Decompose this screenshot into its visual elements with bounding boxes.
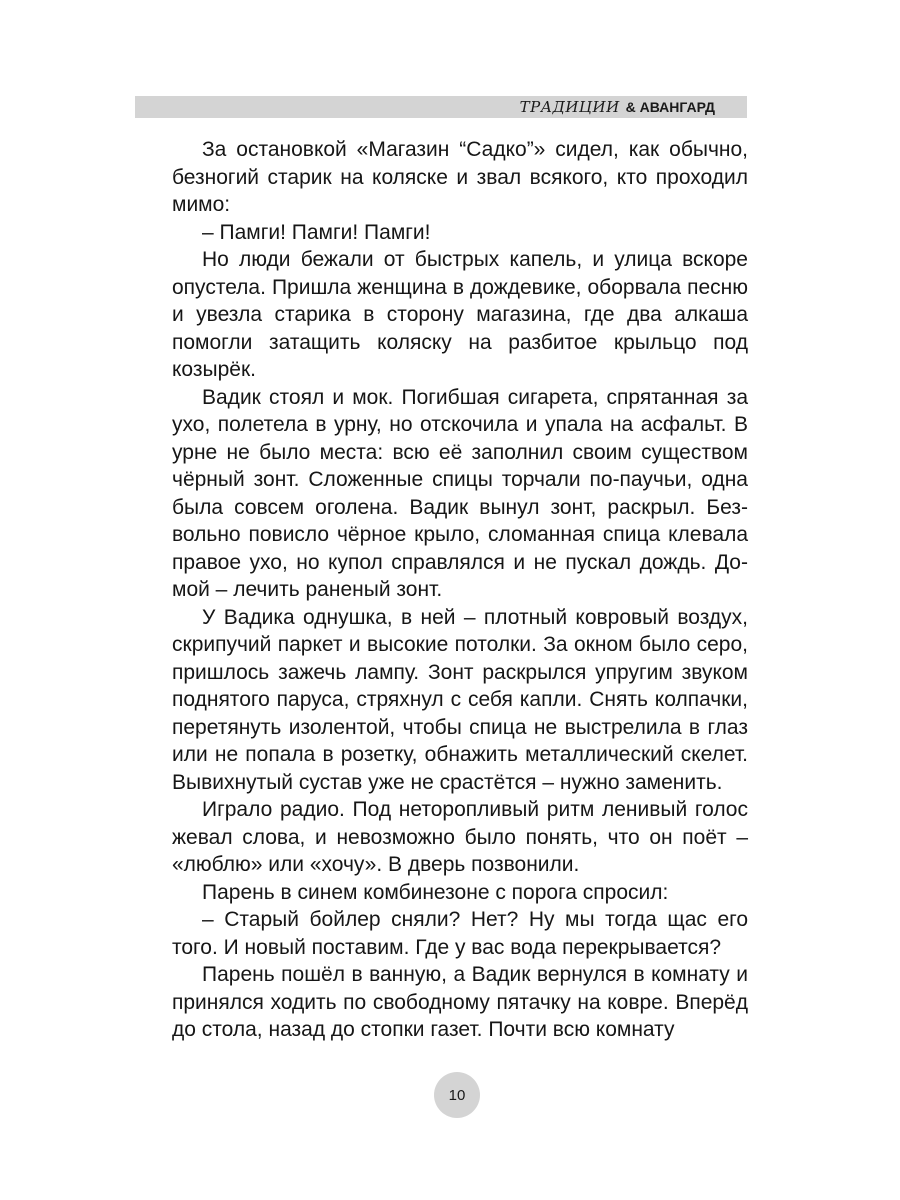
page-number: 10 xyxy=(434,1072,480,1118)
series-title xyxy=(520,96,715,118)
paragraph: Но люди бежали от быстрых капель, и улица вскоре опустела. Пришла женщина в дождевике, оборвала песню и увезла старика в сторону магазина, где два алкаша помогли затащить коляску на разбитое крыльцо под козырёк. xyxy=(172,248,748,381)
paragraph: Играло радио. Под неторопливый ритм ленивый голос жевал слова, и невозможно было понять, что он поёт – «люблю» или «хочу». В дверь позвонили. xyxy=(172,798,748,876)
paragraph: – Памги! Памги! Памги! xyxy=(202,220,431,244)
paragraph: Парень пошёл в ванную, а Вадик вернулся в комнату и принялся ходить по свободному пятачку на ковре. Вперёд до стола, назад до стопки газет. Почти всю комнату xyxy=(172,963,748,1041)
series-title-bold: & АВАНГАРД xyxy=(625,99,715,115)
paragraph: – Старый бойлер сняли? Нет? Ну мы тогда щас его того. И новый поставим. Где у вас вода перекрывается? xyxy=(172,908,748,959)
paragraph: Вадик стоял и мок. Погибшая сигарета, спрятанная за ухо, полетела в урну, но отскочила и упала на асфальт. В урне не было места: всю её заполнил своим существом чёрный зонт. Сложенные спицы торчали по-паучьи, одна была совсем оголена. Вадик вынул зонт, раскрыл. Безвольно повисло чёрное крыло, сломанная спица клевала правое ухо, но купол справлялся и не пускал дождь. Домой – лечить раненый зонт. xyxy=(172,385,748,601)
series-title-italic: ТРАДИЦИИ xyxy=(519,98,620,116)
running-header xyxy=(135,96,747,118)
body-text xyxy=(172,136,748,1044)
paragraph: За остановкой «Магазин “Садко”» сидел, как обычно, безногий старик на коляске и звал всякого, кто проходил мимо: xyxy=(172,138,748,216)
paragraph: У Вадика однушка, в ней – плотный ковровый воздух, скрипучий паркет и высокие потолки. За окном было серо, пришлось зажечь лампу. Зонт раскрылся упругим звуком поднятого паруса, стряхнул с себя капли. Снять колпачки, перетянуть изолентой, чтобы спица не выстрелила в глаз или не попала в розетку, обнажить металлический скелет. Вывихнутый сустав уже не срастётся – нужно заменить. xyxy=(172,605,748,794)
paragraph: Парень в синем комбинезоне с порога спросил: xyxy=(202,880,669,904)
